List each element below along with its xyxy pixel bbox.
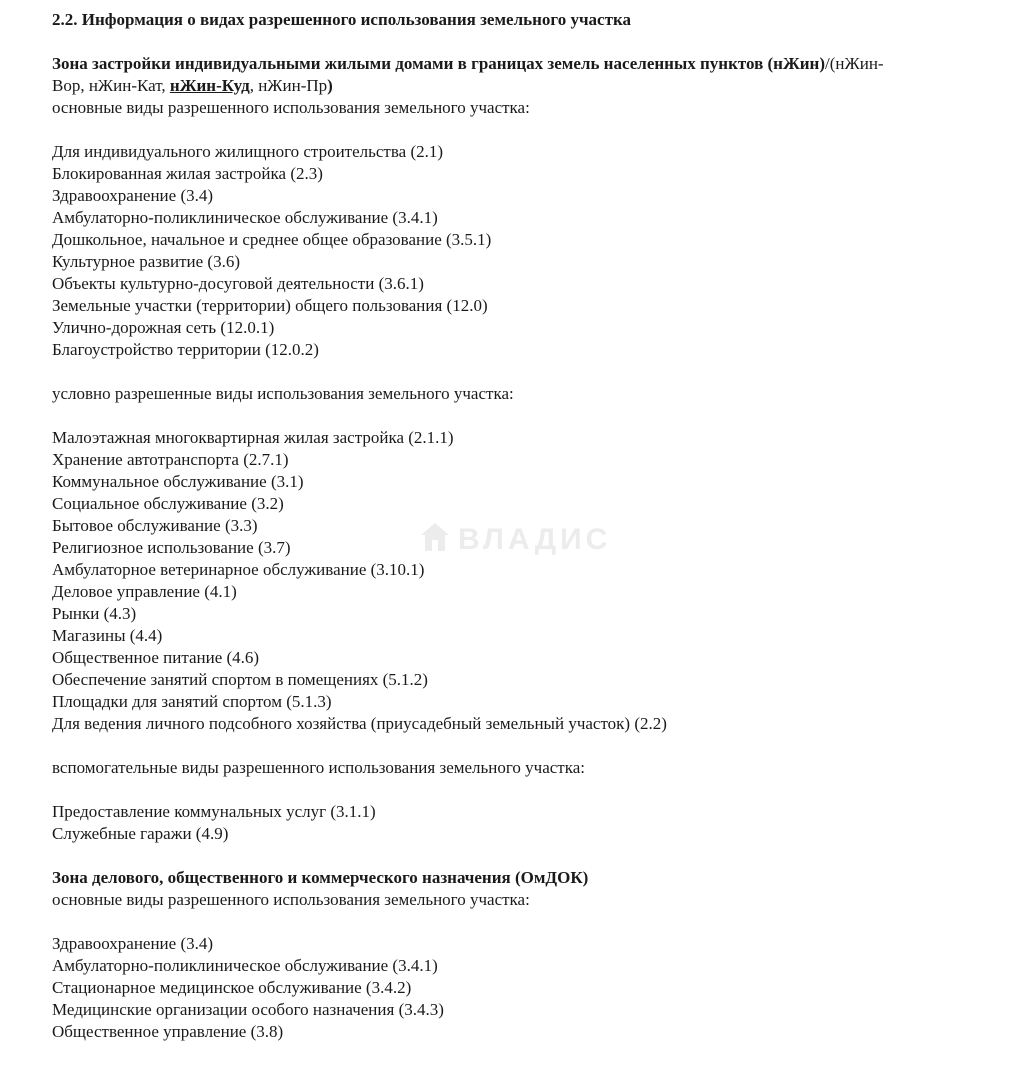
- list-item: Обеспечение занятий спортом в помещениях (5.1.2): [52, 670, 428, 689]
- list-item: Площадки для занятий спортом (5.1.3): [52, 692, 332, 711]
- zone-residential-paren: ): [327, 76, 333, 95]
- zone-residential-codes: Вор, нЖин-Кат,: [52, 76, 170, 95]
- list-item: Религиозное использование (3.7): [52, 538, 291, 557]
- conditional-uses-label: условно разрешенные виды использования земельного участка:: [52, 384, 514, 403]
- zone-business-section: [52, 867, 982, 1043]
- list-item: Блокированная жилая застройка (2.3): [52, 164, 323, 183]
- list-item: Служебные гаражи (4.9): [52, 824, 229, 843]
- zone-residential-title: Зона застройки индивидуальными жилыми домами в границах земель населенных пунктов (нЖин): [52, 54, 826, 73]
- list-item: Культурное развитие (3.6): [52, 252, 240, 271]
- list-item: Улично-дорожная сеть (12.0.1): [52, 318, 275, 337]
- list-item: Стационарное медицинское обслуживание (3.4.2): [52, 978, 412, 997]
- list-item: Общественное питание (4.6): [52, 648, 260, 667]
- list-item: Благоустройство территории (12.0.2): [52, 340, 319, 359]
- page-heading: 2.2. Информация о видах разрешенного использования земельного участка: [52, 10, 631, 29]
- main-uses-label: основные виды разрешенного использования земельного участка:: [52, 890, 530, 909]
- main-uses-label: основные виды разрешенного использования земельного участка:: [52, 98, 530, 117]
- main-uses-list: [52, 933, 982, 1043]
- zone-business-title: Зона делового, общественного и коммерческого назначения (ОмДОК): [52, 868, 589, 887]
- list-item: Для индивидуального жилищного строительства (2.1): [52, 142, 444, 161]
- zone-residential-section: [52, 53, 982, 845]
- list-item: Общественное управление (3.8): [52, 1022, 284, 1041]
- list-item: Коммунальное обслуживание (3.1): [52, 472, 304, 491]
- auxiliary-uses-list: [52, 801, 982, 845]
- list-item: Амбулаторное ветеринарное обслуживание (3.10.1): [52, 560, 425, 579]
- list-item: Медицинские организации особого назначения (3.4.3): [52, 1000, 444, 1019]
- zone-code-highlight: нЖин-Куд: [169, 76, 250, 95]
- list-item: Бытовое обслуживание (3.3): [52, 516, 258, 535]
- list-item: Хранение автотранспорта (2.7.1): [52, 450, 289, 469]
- zone-residential-codes-tail: , нЖин-Пр: [249, 76, 328, 95]
- list-item: Малоэтажная многоквартирная жилая застройка (2.1.1): [52, 428, 454, 447]
- list-item: Для ведения личного подсобного хозяйства (приусадебный земельный участок) (2.2): [52, 714, 667, 733]
- zone-residential-title-line2: [52, 75, 982, 97]
- list-item: Дошкольное, начальное и среднее общее образование (3.5.1): [52, 230, 492, 249]
- conditional-uses-list: [52, 427, 982, 735]
- list-item: Рынки (4.3): [52, 604, 137, 623]
- list-item: Объекты культурно-досуговой деятельности (3.6.1): [52, 274, 424, 293]
- watermark-text: ВЛАДИС: [458, 522, 612, 556]
- list-item: Здравоохранение (3.4): [52, 186, 214, 205]
- list-item: Деловое управление (4.1): [52, 582, 237, 601]
- list-item: Предоставление коммунальных услуг (3.1.1): [52, 802, 376, 821]
- zone-residential-title-line1: [52, 53, 982, 75]
- main-uses-list: [52, 141, 982, 361]
- list-item: Здравоохранение (3.4): [52, 934, 214, 953]
- zone-residential-title-cont: /(нЖин-: [825, 54, 884, 73]
- auxiliary-uses-label: вспомогательные виды разрешенного использования земельного участка:: [52, 758, 586, 777]
- list-item: Амбулаторно-поликлиническое обслуживание (3.4.1): [52, 956, 438, 975]
- list-item: Магазины (4.4): [52, 626, 163, 645]
- list-item: Амбулаторно-поликлиническое обслуживание (3.4.1): [52, 208, 438, 227]
- document-page: [52, 9, 982, 1043]
- list-item: Социальное обслуживание (3.2): [52, 494, 284, 513]
- list-item: Земельные участки (территории) общего пользования (12.0): [52, 296, 488, 315]
